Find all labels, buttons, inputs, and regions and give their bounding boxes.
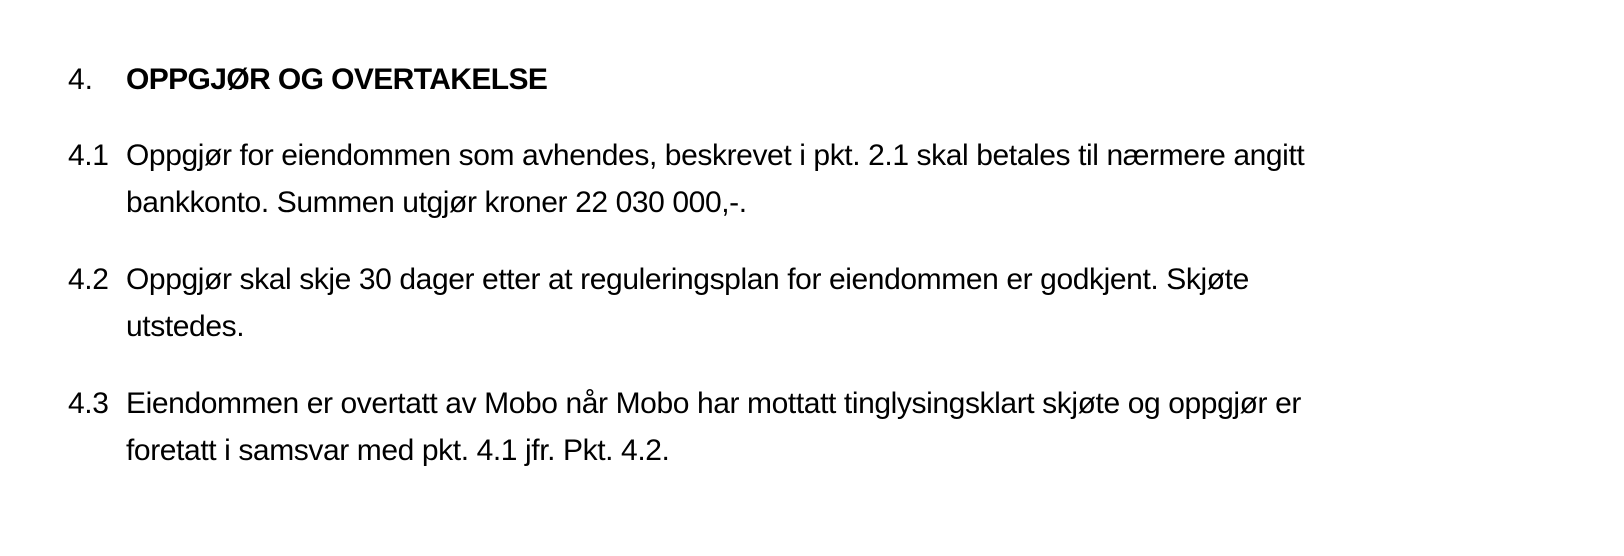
- clause-text: Eiendommen er overtatt av Mobo når Mobo har mottatt tinglysingsklart skjøte og oppgjør er foretatt i samsvar med pkt. 4.1 jfr. Pkt. 4.2.: [126, 387, 1301, 467]
- section-number: 4.: [68, 63, 94, 96]
- clause-number: 4.2: [68, 263, 109, 296]
- clause-4-3: [68, 380, 1548, 474]
- clause-4-2: [68, 256, 1548, 350]
- clause-text: Oppgjør for eiendommen som avhendes, beskrevet i pkt. 2.1 skal betales til nærmere angitt bankkonto. Summen utgjør kroner 22 030 000,-.: [126, 139, 1305, 219]
- section-title: OPPGJØR OG OVERTAKELSE: [126, 63, 548, 96]
- clause-number: 4.3: [68, 387, 109, 420]
- clause-text: Oppgjør skal skje 30 dager etter at reguleringsplan for eiendommen er godkjent. Skjøte utstedes.: [126, 263, 1249, 343]
- section-heading: [68, 58, 547, 102]
- clause-number: 4.1: [68, 139, 109, 172]
- clause-4-1: [68, 132, 1548, 226]
